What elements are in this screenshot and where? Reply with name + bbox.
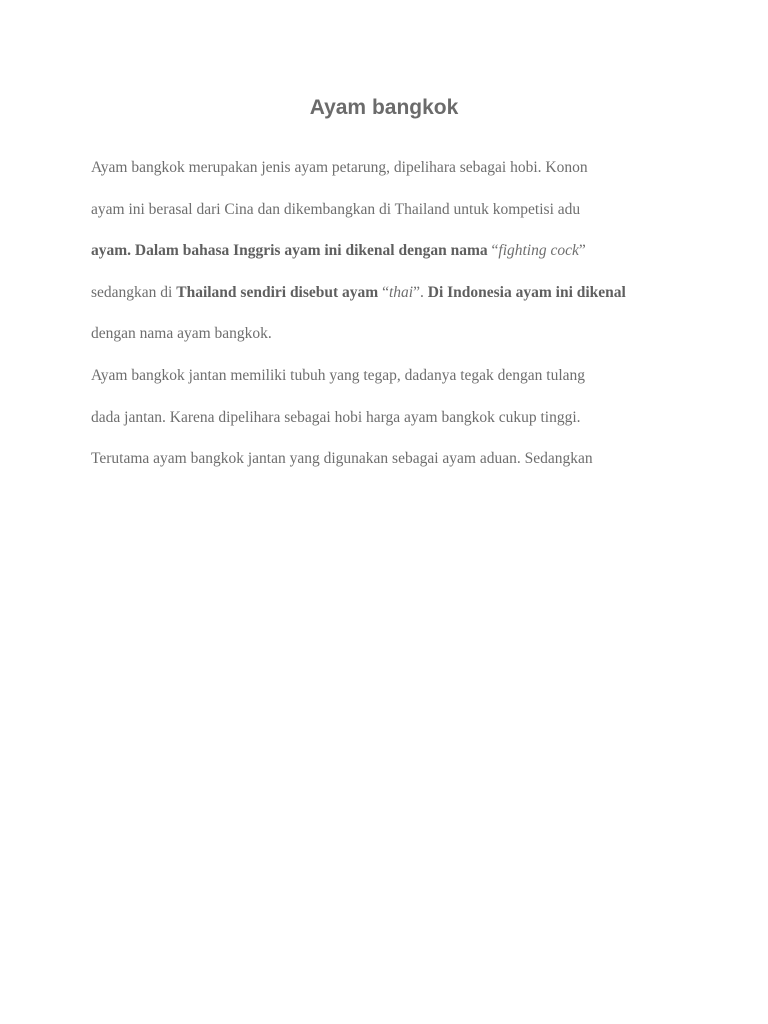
bold-text-run: Thailand sendiri disebut ayam bbox=[176, 283, 379, 301]
text-run: “ bbox=[487, 242, 499, 260]
text-run: Terutama ayam bangkok jantan yang digunakan sebagai ayam aduan. Sedangkan bbox=[91, 450, 593, 468]
bold-text-run: Di Indonesia ayam ini dikenal bbox=[427, 283, 626, 301]
document-body bbox=[91, 147, 691, 480]
text-run: Ayam bangkok merupakan jenis ayam petarung, dipelihara sebagai hobi. Konon bbox=[91, 159, 588, 176]
text-line bbox=[91, 397, 691, 439]
text-line bbox=[91, 230, 691, 272]
text-run: ayam ini berasal dari Cina dan dikembangkan di Thailand untuk kompetisi adu bbox=[91, 200, 581, 218]
text-line bbox=[91, 189, 691, 231]
text-line bbox=[91, 147, 691, 189]
text-run: dada jantan. Karena dipelihara sebagai hobi harga ayam bangkok cukup tinggi. bbox=[91, 408, 581, 426]
italic-text-run: fighting cock bbox=[498, 242, 579, 260]
text-line bbox=[91, 438, 691, 480]
text-run: ”. bbox=[413, 283, 428, 301]
text-run: sedangkan di bbox=[91, 283, 177, 301]
text-run: dengan nama ayam bangkok. bbox=[91, 325, 272, 343]
italic-text-run: thai bbox=[388, 283, 414, 301]
text-line bbox=[91, 313, 691, 355]
bold-text-run: ayam. Dalam bahasa Inggris ayam ini dikenal dengan nama bbox=[91, 242, 488, 260]
text-run: ” bbox=[578, 242, 586, 260]
text-line bbox=[91, 272, 691, 314]
page-title: Ayam bangkok bbox=[309, 96, 459, 119]
text-run: “ bbox=[378, 283, 389, 301]
text-run: Ayam bangkok jantan memiliki tubuh yang tegap, dadanya tegak dengan tulang bbox=[91, 366, 586, 384]
text-line bbox=[91, 355, 691, 397]
